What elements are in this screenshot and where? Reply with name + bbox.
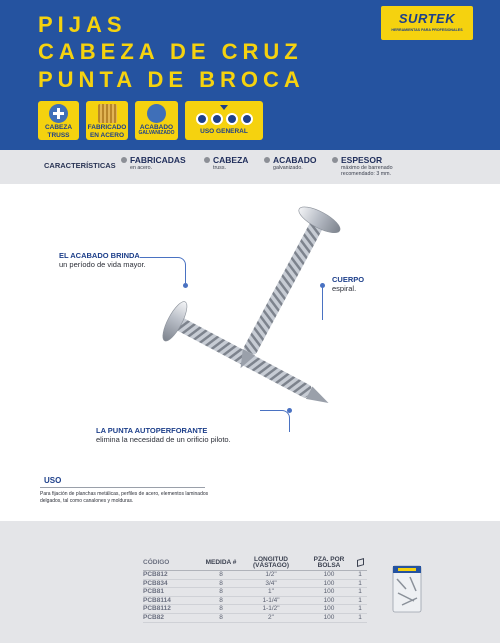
box-icon <box>357 558 364 567</box>
table-row <box>143 613 367 622</box>
feature-desc: galvanizado. <box>273 165 303 171</box>
callout-desc: elimina la necesidad de un orificio piloto. <box>96 435 231 444</box>
cell-code: PCB81 <box>143 588 205 597</box>
callout-acabado <box>59 251 146 269</box>
table-row <box>143 571 367 580</box>
badge-uso-general <box>185 101 263 140</box>
cell-pza: 100 <box>305 613 353 622</box>
col-header-box <box>353 556 367 571</box>
cell-longitud: 1-1/4" <box>237 596 305 605</box>
cell-medida: 8 <box>205 613 237 622</box>
col-header-longitud: LONGITUD (VÁSTAGO) <box>237 556 305 571</box>
badge-sublabel: EN ACERO <box>89 132 125 139</box>
callout-dot-cuerpo <box>320 283 325 288</box>
use-metal-icon <box>211 113 223 125</box>
cell-pza: 100 <box>305 588 353 597</box>
cell-box: 1 <box>353 605 367 614</box>
callout-head: LA PUNTA AUTOPERFORANTE <box>96 426 208 435</box>
cell-pza: 100 <box>305 596 353 605</box>
phillips-cross-icon <box>49 104 68 123</box>
cell-medida: 8 <box>205 579 237 588</box>
col-header-code: CÓDIGO <box>143 556 205 571</box>
cell-longitud: 2" <box>237 613 305 622</box>
uso-title: USO <box>44 476 62 485</box>
callout-cuerpo <box>332 275 364 293</box>
feature-fabricadas <box>121 155 186 171</box>
badge-sublabel: GALVANIZADO <box>138 130 175 136</box>
cell-longitud: 1" <box>237 588 305 597</box>
feature-acabado <box>264 155 316 171</box>
cell-code: PCB8112 <box>143 605 205 614</box>
table-row <box>143 596 367 605</box>
table-header-row <box>143 556 367 571</box>
feature-head: CABEZA <box>204 155 248 165</box>
col-header-medida: MEDIDA # <box>205 556 237 571</box>
badge-label: USO GENERAL <box>200 128 248 135</box>
cell-medida: 8 <box>205 571 237 580</box>
title-line-2: CABEZA DE CRUZ <box>38 39 303 64</box>
callout-guide-punta <box>260 410 290 432</box>
callout-dot-punta <box>287 408 292 413</box>
feature-desc: truss. <box>213 165 226 171</box>
features-band <box>0 150 500 184</box>
screw-illustration <box>0 184 500 474</box>
badge-label: FABRICADO <box>87 124 127 131</box>
badge-label: ACABADO <box>139 124 174 131</box>
feature-desc: en acero. <box>130 165 153 171</box>
cell-box: 1 <box>353 579 367 588</box>
uso-text: Para fijación de planchas metálicas, perfiles de acero, elementos laminados delgados, tal como canalones y molduras. <box>40 491 209 504</box>
callout-desc: espiral. <box>332 284 357 293</box>
cell-code: PCB82 <box>143 613 205 622</box>
feature-head: FABRICADAS <box>121 155 186 165</box>
callout-head: CUERPO <box>332 275 365 284</box>
cell-pza: 100 <box>305 605 353 614</box>
feature-cabeza <box>204 155 248 171</box>
cell-code: PCB8114 <box>143 596 205 605</box>
cell-longitud: 3/4" <box>237 579 305 588</box>
use-wood-icon <box>196 113 208 125</box>
callout-guide-cuerpo <box>322 284 326 320</box>
cell-medida: 8 <box>205 596 237 605</box>
product-bag-image <box>392 565 422 613</box>
table-row <box>143 605 367 614</box>
page-title <box>38 12 305 94</box>
feature-espesor <box>332 155 422 177</box>
cell-longitud: 1-1/2" <box>237 605 305 614</box>
cell-box: 1 <box>353 596 367 605</box>
down-arrow-icon <box>220 105 228 110</box>
product-table <box>143 556 367 623</box>
cell-box: 1 <box>353 613 367 622</box>
header-banner <box>0 0 500 150</box>
cell-code: PCB812 <box>143 571 205 580</box>
title-line-1: PIJAS <box>38 12 127 37</box>
galvanized-circle-icon <box>147 104 166 123</box>
cell-pza: 100 <box>305 571 353 580</box>
cell-longitud: 1/2" <box>237 571 305 580</box>
badge-sublabel: TRUSS <box>47 132 70 139</box>
table-row <box>143 579 367 588</box>
badge-acabado-galvanizado <box>135 101 178 140</box>
cell-box: 1 <box>353 571 367 580</box>
brand-name: SURTEK <box>398 11 456 26</box>
table-row <box>143 588 367 597</box>
uso-divider <box>40 487 205 488</box>
title-line-3: PUNTA DE BROCA <box>38 67 305 92</box>
feature-head: ACABADO <box>264 155 316 165</box>
use-panel-icon <box>241 113 253 125</box>
callout-guide-acabado <box>140 257 186 283</box>
features-title: CARACTERÍSTICAS <box>44 161 116 170</box>
general-use-icon <box>185 113 263 125</box>
callout-head: EL ACABADO BRINDA <box>59 251 140 260</box>
col-header-pza: PZA. POR BOLSA <box>305 556 353 571</box>
callout-punta <box>96 426 231 444</box>
callout-dot-acabado <box>183 283 188 288</box>
brand-logo <box>381 6 473 40</box>
cell-medida: 8 <box>205 588 237 597</box>
cell-medida: 8 <box>205 605 237 614</box>
badge-cabeza-truss <box>38 101 79 140</box>
callout-desc: un período de vida mayor. <box>59 260 146 269</box>
use-drywall-icon <box>226 113 238 125</box>
feature-desc: máximo de barrenado recomendado: 3 mm. <box>341 165 393 177</box>
cell-pza: 100 <box>305 579 353 588</box>
cell-box: 1 <box>353 588 367 597</box>
feature-head: ESPESOR <box>332 155 422 165</box>
badge-label: CABEZA <box>44 124 73 131</box>
badge-fabricado-acero <box>86 101 128 140</box>
brand-tagline: HERRAMIENTAS PARA PROFESIONALES <box>391 28 463 32</box>
steel-texture-icon <box>98 104 117 123</box>
cell-code: PCB834 <box>143 579 205 588</box>
